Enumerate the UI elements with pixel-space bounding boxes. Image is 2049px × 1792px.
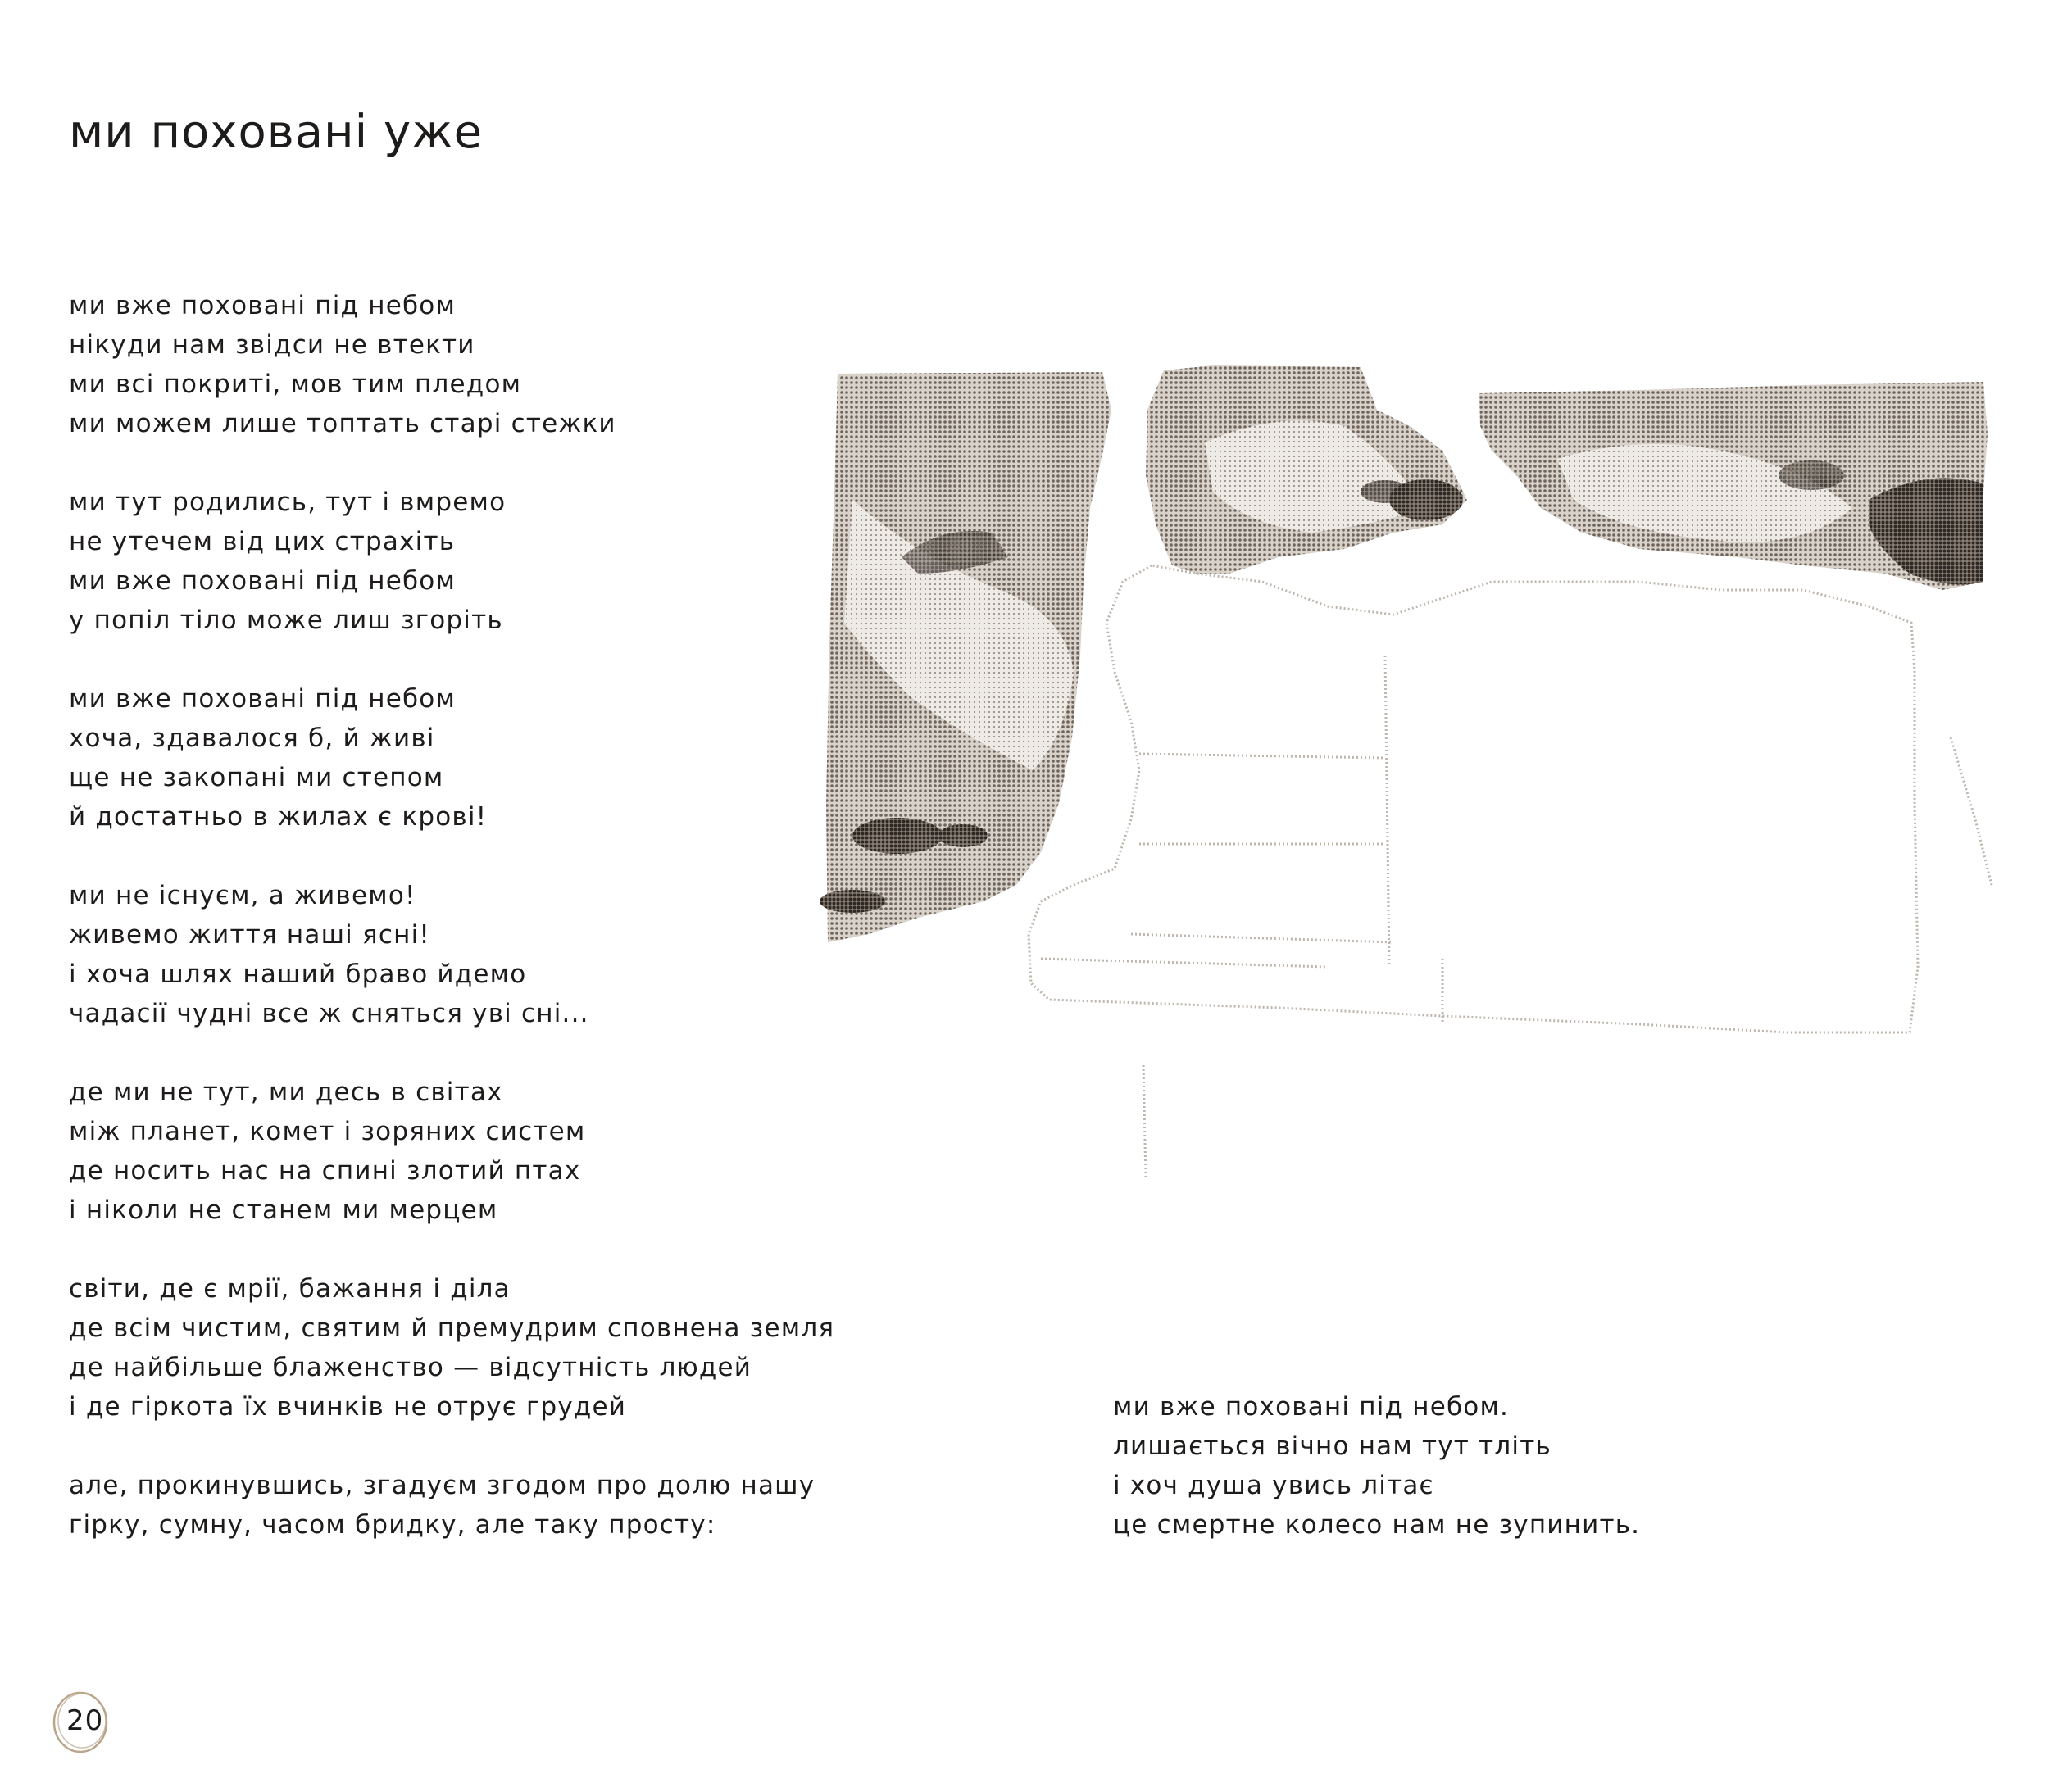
poem-line: гірку, сумну, часом бридку, але таку просту: xyxy=(69,1510,716,1540)
poem-line: де найбільше блаженство — відсутність людей xyxy=(69,1353,752,1382)
stanza xyxy=(69,1269,888,1427)
poem-line: чадасії чудні все ж сняться уві сні... xyxy=(69,999,589,1028)
poem-line: ми вже поховані під небом xyxy=(69,684,457,714)
poem-line: де носить нас на спині злотий птах xyxy=(69,1156,581,1186)
poem-right-column xyxy=(1113,1387,1687,1584)
sketch-lines xyxy=(1029,565,1992,1180)
stanza xyxy=(69,286,888,443)
page-number-badge xyxy=(48,1688,113,1753)
poem-line: ще не закопані ми степом xyxy=(69,763,444,792)
poem-title: ми поховані уже xyxy=(69,106,484,159)
poem-line: де ми не тут, ми десь в світах xyxy=(69,1077,503,1107)
page-number: 20 xyxy=(66,1704,104,1737)
poem-line: ми тут родились, тут і вмремо xyxy=(69,488,507,517)
poem-line: ми не існуєм, а живемо! xyxy=(69,881,416,910)
poem-line: хоча, здавалося б, й живі xyxy=(69,724,435,753)
poem-line: у попіл тіло може лиш згоріть xyxy=(69,606,503,635)
poem-line: де всім чистим, святим й премудрим сповнена земля xyxy=(69,1313,835,1343)
stanza xyxy=(69,1073,888,1230)
poem-line: ми всі покриті, мов тим пледом xyxy=(69,370,522,399)
poem-line: й достатньо в жилах є крові! xyxy=(69,802,488,832)
poem-line: і де гіркота їх вчинків не отрує грудей xyxy=(69,1392,627,1422)
poem-line: світи, де є мрії, бажання і діла xyxy=(69,1274,511,1304)
stanza xyxy=(69,876,888,1033)
poem-line: і хоч душа увись літає xyxy=(1113,1471,1434,1500)
poem-line: ми вже поховані під небом. xyxy=(1113,1392,1510,1422)
poem-line: між планет, комет і зоряних систем xyxy=(69,1117,586,1146)
poem-line: нікуди нам звідси не втекти xyxy=(69,330,475,360)
poem-line: ми вже поховані під небом xyxy=(69,566,457,596)
poem-line: не утечем від цих страхіть xyxy=(69,527,456,556)
torn-photo-collage xyxy=(820,311,2000,1188)
poem-line: лишається вічно нам тут тліть xyxy=(1113,1431,1552,1461)
poem-line: ми вже поховані під небом xyxy=(69,291,457,320)
poem-line: це смертне колесо нам не зупинить. xyxy=(1113,1510,1641,1540)
stanza xyxy=(69,483,888,640)
poem-line: і хоча шлях наший браво йдемо xyxy=(69,960,527,989)
poem-line: але, прокинувшись, згадуєм згодом про долю нашу xyxy=(69,1471,816,1500)
poem-left-column xyxy=(69,286,888,1584)
poem-line: і ніколи не станем ми мерцем xyxy=(69,1195,498,1225)
stanza xyxy=(1113,1387,1687,1545)
stanza xyxy=(69,1466,888,1545)
stanza xyxy=(69,679,888,837)
poem-line: живемо життя наші ясні! xyxy=(69,920,431,950)
poem-line: ми можем лише топтать старі стежки xyxy=(69,409,616,438)
